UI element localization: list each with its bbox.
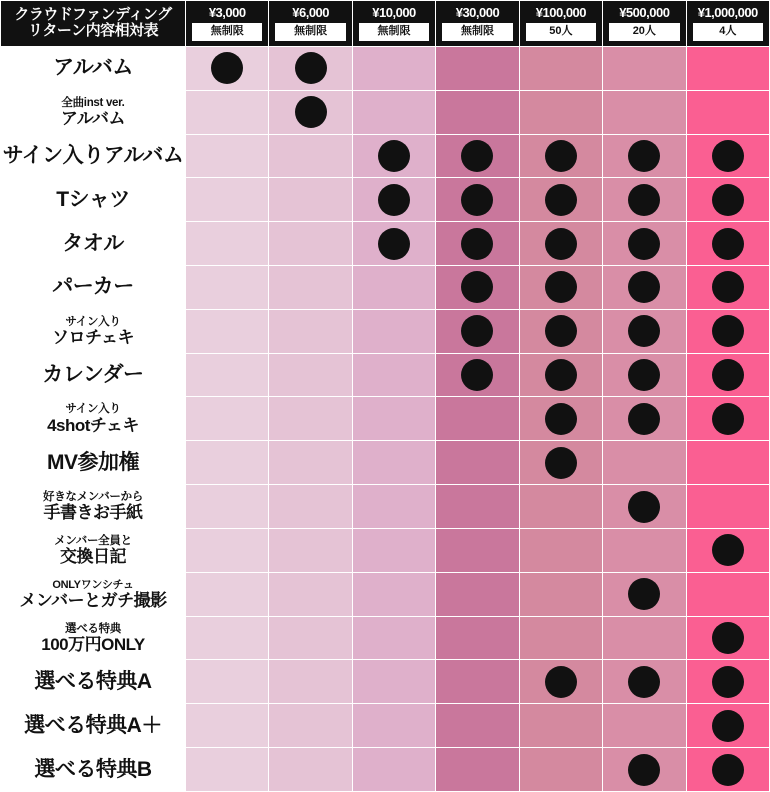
- included-dot-icon: [545, 315, 577, 347]
- reward-tier-cell: [603, 704, 686, 748]
- reward-tier-cell: [686, 485, 769, 529]
- reward-name-main: 選べる特典A＋: [24, 713, 162, 737]
- tier-limit-wrap: [436, 23, 518, 46]
- reward-tier-cell: [686, 572, 769, 616]
- reward-tier-cell: [686, 222, 769, 266]
- tier-price: ¥3,000: [208, 5, 246, 20]
- reward-name-cell: [1, 178, 186, 222]
- reward-tier-cell: [519, 134, 602, 178]
- tier-price: ¥10,000: [372, 5, 416, 20]
- reward-tier-cell: [436, 616, 519, 660]
- reward-name-cell: [1, 704, 186, 748]
- tier-limit: 無制限: [192, 23, 262, 41]
- reward-tier-cell: [352, 222, 435, 266]
- tier-column-header: [436, 1, 519, 47]
- table-row: [1, 485, 770, 529]
- reward-tier-cell: [519, 704, 602, 748]
- table-row: [1, 178, 770, 222]
- included-dot-icon: [628, 403, 660, 435]
- tier-limit-wrap: [603, 23, 685, 46]
- included-dot-icon: [712, 403, 744, 435]
- reward-tier-cell: [186, 572, 269, 616]
- included-dot-icon: [712, 184, 744, 216]
- reward-tier-cell: [436, 134, 519, 178]
- reward-name-cell: [1, 441, 186, 485]
- table-title-cell: [1, 1, 186, 47]
- included-dot-icon: [211, 52, 243, 84]
- included-dot-icon: [461, 228, 493, 260]
- reward-name-sub: ONLYワンシチュ: [52, 579, 134, 592]
- reward-tier-cell: [686, 528, 769, 572]
- reward-tier-cell: [269, 441, 352, 485]
- table-row: [1, 748, 770, 792]
- reward-tier-cell: [269, 485, 352, 529]
- included-dot-icon: [628, 578, 660, 610]
- table-row: [1, 222, 770, 266]
- table-header: [1, 1, 770, 47]
- reward-tier-cell: [519, 46, 602, 90]
- included-dot-icon: [545, 184, 577, 216]
- included-dot-icon: [628, 271, 660, 303]
- tier-limit: 無制限: [442, 23, 512, 41]
- reward-tier-cell: [436, 572, 519, 616]
- reward-tier-cell: [519, 90, 602, 134]
- reward-tier-cell: [269, 353, 352, 397]
- reward-tier-cell: [436, 748, 519, 792]
- reward-name-cell: [1, 46, 186, 90]
- reward-tier-cell: [603, 222, 686, 266]
- header-row: [1, 1, 770, 47]
- tier-limit: 50人: [526, 23, 596, 41]
- included-dot-icon: [461, 271, 493, 303]
- included-dot-icon: [712, 359, 744, 391]
- table-row: [1, 704, 770, 748]
- included-dot-icon: [545, 447, 577, 479]
- reward-tier-cell: [519, 616, 602, 660]
- reward-tier-cell: [519, 397, 602, 441]
- included-dot-icon: [628, 491, 660, 523]
- reward-tier-cell: [352, 353, 435, 397]
- reward-tier-cell: [603, 134, 686, 178]
- included-dot-icon: [628, 140, 660, 172]
- reward-tier-cell: [686, 353, 769, 397]
- tier-limit: 無制限: [275, 23, 345, 41]
- reward-tier-cell: [186, 90, 269, 134]
- tier-column-header: [519, 1, 602, 47]
- reward-tier-cell: [186, 134, 269, 178]
- reward-name-sub: 好きなメンバーから: [43, 491, 143, 504]
- included-dot-icon: [712, 228, 744, 260]
- tier-column-header: [352, 1, 435, 47]
- table-row: [1, 572, 770, 616]
- reward-tier-cell: [186, 397, 269, 441]
- reward-name-main: タオル: [62, 231, 124, 255]
- included-dot-icon: [628, 359, 660, 391]
- reward-tier-cell: [352, 748, 435, 792]
- reward-tier-cell: [186, 660, 269, 704]
- reward-tier-cell: [186, 353, 269, 397]
- reward-name-sub: サイン入り: [65, 403, 121, 416]
- reward-name-cell: [1, 222, 186, 266]
- reward-tier-cell: [269, 397, 352, 441]
- reward-tier-cell: [186, 616, 269, 660]
- reward-tier-cell: [269, 178, 352, 222]
- reward-tier-cell: [603, 397, 686, 441]
- reward-tier-cell: [686, 660, 769, 704]
- reward-tier-cell: [352, 572, 435, 616]
- reward-tier-cell: [519, 353, 602, 397]
- reward-tier-cell: [436, 265, 519, 309]
- reward-name-cell: [1, 134, 186, 178]
- reward-tier-cell: [186, 441, 269, 485]
- reward-tier-cell: [603, 572, 686, 616]
- reward-name-main: パーカー: [52, 275, 134, 299]
- reward-tier-cell: [603, 528, 686, 572]
- table-row: [1, 90, 770, 134]
- reward-tier-cell: [519, 748, 602, 792]
- reward-tier-cell: [436, 528, 519, 572]
- reward-tier-cell: [269, 748, 352, 792]
- tier-price: ¥6,000: [292, 5, 330, 20]
- included-dot-icon: [712, 271, 744, 303]
- reward-tier-cell: [519, 309, 602, 353]
- reward-tier-cell: [436, 46, 519, 90]
- reward-tier-cell: [269, 704, 352, 748]
- included-dot-icon: [378, 228, 410, 260]
- tier-column-header: [686, 1, 769, 47]
- tier-price: ¥100,000: [535, 5, 587, 20]
- reward-tier-cell: [186, 528, 269, 572]
- included-dot-icon: [461, 315, 493, 347]
- table-row: [1, 309, 770, 353]
- reward-name-cell: [1, 397, 186, 441]
- reward-tier-cell: [686, 616, 769, 660]
- included-dot-icon: [378, 184, 410, 216]
- table-title-line-1: クラウドファンディング: [14, 5, 172, 23]
- reward-tier-cell: [269, 265, 352, 309]
- reward-tier-cell: [352, 90, 435, 134]
- reward-tier-cell: [436, 353, 519, 397]
- reward-tier-cell: [436, 90, 519, 134]
- tier-limit-wrap: [269, 23, 351, 46]
- reward-name-cell: [1, 616, 186, 660]
- reward-tier-cell: [603, 660, 686, 704]
- reward-tier-cell: [269, 616, 352, 660]
- included-dot-icon: [712, 710, 744, 742]
- reward-name-main: 手書きお手紙: [43, 503, 143, 523]
- tier-limit-wrap: [186, 23, 268, 46]
- reward-tier-cell: [269, 309, 352, 353]
- reward-name-cell: [1, 353, 186, 397]
- reward-name-main: サイン入りアルバム: [2, 144, 184, 167]
- reward-name-sub: 全曲inst ver.: [61, 96, 125, 109]
- reward-name-cell: [1, 660, 186, 704]
- reward-tier-cell: [352, 397, 435, 441]
- included-dot-icon: [712, 534, 744, 566]
- reward-name-cell: [1, 309, 186, 353]
- reward-tier-cell: [436, 704, 519, 748]
- tier-column-header: [603, 1, 686, 47]
- included-dot-icon: [295, 96, 327, 128]
- included-dot-icon: [378, 140, 410, 172]
- table-row: [1, 528, 770, 572]
- reward-tier-cell: [436, 485, 519, 529]
- reward-tier-cell: [186, 265, 269, 309]
- reward-tier-cell: [352, 704, 435, 748]
- reward-tier-cell: [352, 46, 435, 90]
- reward-tier-cell: [186, 748, 269, 792]
- reward-tier-cell: [686, 441, 769, 485]
- reward-tier-cell: [519, 441, 602, 485]
- reward-tier-cell: [603, 353, 686, 397]
- reward-tier-cell: [519, 660, 602, 704]
- reward-tier-cell: [686, 704, 769, 748]
- reward-tier-cell: [603, 90, 686, 134]
- reward-name-main: カレンダー: [42, 363, 144, 387]
- reward-tier-cell: [519, 485, 602, 529]
- reward-tier-cell: [186, 485, 269, 529]
- included-dot-icon: [628, 228, 660, 260]
- tier-limit: 4人: [693, 23, 763, 41]
- reward-tier-cell: [519, 265, 602, 309]
- reward-tier-cell: [186, 704, 269, 748]
- reward-tier-cell: [686, 134, 769, 178]
- reward-name-main: アルバム: [53, 56, 133, 80]
- reward-tier-cell: [436, 309, 519, 353]
- reward-tier-cell: [603, 748, 686, 792]
- reward-tier-cell: [686, 748, 769, 792]
- reward-tier-cell: [269, 134, 352, 178]
- reward-tier-cell: [186, 178, 269, 222]
- reward-tier-cell: [352, 485, 435, 529]
- reward-tier-cell: [269, 660, 352, 704]
- reward-tier-cell: [603, 309, 686, 353]
- table-row: [1, 397, 770, 441]
- tier-limit: 20人: [609, 23, 679, 41]
- reward-name-sub: サイン入り: [65, 315, 121, 328]
- reward-tier-cell: [603, 265, 686, 309]
- table-title-line-2: リターン内容相対表: [27, 22, 159, 40]
- reward-name-cell: [1, 485, 186, 529]
- tier-column-header: [186, 1, 269, 47]
- included-dot-icon: [628, 754, 660, 786]
- reward-name-main: 100万円ONLY: [41, 634, 145, 654]
- table-row: [1, 616, 770, 660]
- reward-tier-cell: [603, 616, 686, 660]
- tier-column-header: [269, 1, 352, 47]
- reward-tier-cell: [352, 134, 435, 178]
- table-row: [1, 134, 770, 178]
- tier-limit: 無制限: [359, 23, 429, 41]
- reward-tier-cell: [352, 528, 435, 572]
- reward-name-main: MV参加権: [47, 450, 139, 474]
- table-row: [1, 353, 770, 397]
- included-dot-icon: [461, 140, 493, 172]
- reward-tier-cell: [686, 178, 769, 222]
- reward-tier-cell: [686, 46, 769, 90]
- included-dot-icon: [545, 403, 577, 435]
- reward-name-main: Tシャツ: [56, 187, 130, 211]
- reward-tier-cell: [352, 178, 435, 222]
- reward-tier-cell: [519, 572, 602, 616]
- included-dot-icon: [628, 666, 660, 698]
- included-dot-icon: [628, 315, 660, 347]
- reward-tier-cell: [686, 397, 769, 441]
- reward-tier-cell: [686, 90, 769, 134]
- reward-tier-cell: [519, 178, 602, 222]
- tier-price: ¥30,000: [455, 5, 500, 20]
- tier-limit-wrap: [520, 23, 602, 46]
- reward-tier-cell: [269, 572, 352, 616]
- reward-tier-cell: [352, 265, 435, 309]
- reward-name-cell: [1, 572, 186, 616]
- reward-name-main: 選べる特典B: [34, 757, 152, 781]
- tier-limit-wrap: [687, 23, 769, 46]
- included-dot-icon: [545, 271, 577, 303]
- reward-tier-cell: [519, 222, 602, 266]
- reward-tier-cell: [436, 222, 519, 266]
- included-dot-icon: [712, 140, 744, 172]
- reward-tier-cell: [269, 46, 352, 90]
- reward-tier-cell: [603, 485, 686, 529]
- reward-tier-cell: [519, 528, 602, 572]
- reward-tier-cell: [686, 309, 769, 353]
- reward-tier-cell: [186, 46, 269, 90]
- reward-name-cell: [1, 90, 186, 134]
- table-row: [1, 660, 770, 704]
- reward-tier-cell: [269, 222, 352, 266]
- reward-name-cell: [1, 748, 186, 792]
- reward-tier-cell: [436, 178, 519, 222]
- reward-tier-cell: [603, 178, 686, 222]
- reward-tier-cell: [352, 309, 435, 353]
- reward-tier-cell: [352, 616, 435, 660]
- reward-name-sub: 選べる特典: [65, 622, 121, 635]
- included-dot-icon: [545, 666, 577, 698]
- included-dot-icon: [461, 359, 493, 391]
- reward-name-main: アルバム: [60, 108, 126, 128]
- reward-tier-cell: [603, 46, 686, 90]
- reward-tier-cell: [186, 309, 269, 353]
- reward-name-main: 選べる特典A: [34, 669, 152, 693]
- reward-name-cell: [1, 528, 186, 572]
- included-dot-icon: [545, 359, 577, 391]
- included-dot-icon: [545, 228, 577, 260]
- reward-tier-cell: [186, 222, 269, 266]
- tier-price: ¥500,000: [619, 5, 670, 20]
- reward-name-main: 4shotチェキ: [47, 415, 139, 435]
- reward-tier-cell: [686, 265, 769, 309]
- reward-name-main: 交換日記: [60, 547, 126, 567]
- reward-name-main: メンバーとガチ撮影: [19, 590, 167, 610]
- table-row: [1, 46, 770, 90]
- reward-tier-cell: [436, 441, 519, 485]
- included-dot-icon: [712, 622, 744, 654]
- table-row: [1, 441, 770, 485]
- reward-name-sub: メンバー全員と: [54, 534, 132, 547]
- included-dot-icon: [628, 184, 660, 216]
- reward-tier-cell: [436, 397, 519, 441]
- reward-tier-cell: [269, 90, 352, 134]
- included-dot-icon: [461, 184, 493, 216]
- reward-name-cell: [1, 265, 186, 309]
- tier-limit-wrap: [353, 23, 435, 46]
- reward-tier-cell: [436, 660, 519, 704]
- reward-tier-cell: [352, 441, 435, 485]
- tier-price: ¥1,000,000: [697, 5, 758, 20]
- reward-tier-cell: [603, 441, 686, 485]
- included-dot-icon: [712, 666, 744, 698]
- included-dot-icon: [545, 140, 577, 172]
- reward-tier-cell: [352, 660, 435, 704]
- reward-tier-cell: [269, 528, 352, 572]
- included-dot-icon: [712, 315, 744, 347]
- included-dot-icon: [712, 754, 744, 786]
- included-dot-icon: [295, 52, 327, 84]
- table-body: [1, 46, 770, 791]
- table-row: [1, 265, 770, 309]
- reward-name-main: ソロチェキ: [52, 328, 134, 347]
